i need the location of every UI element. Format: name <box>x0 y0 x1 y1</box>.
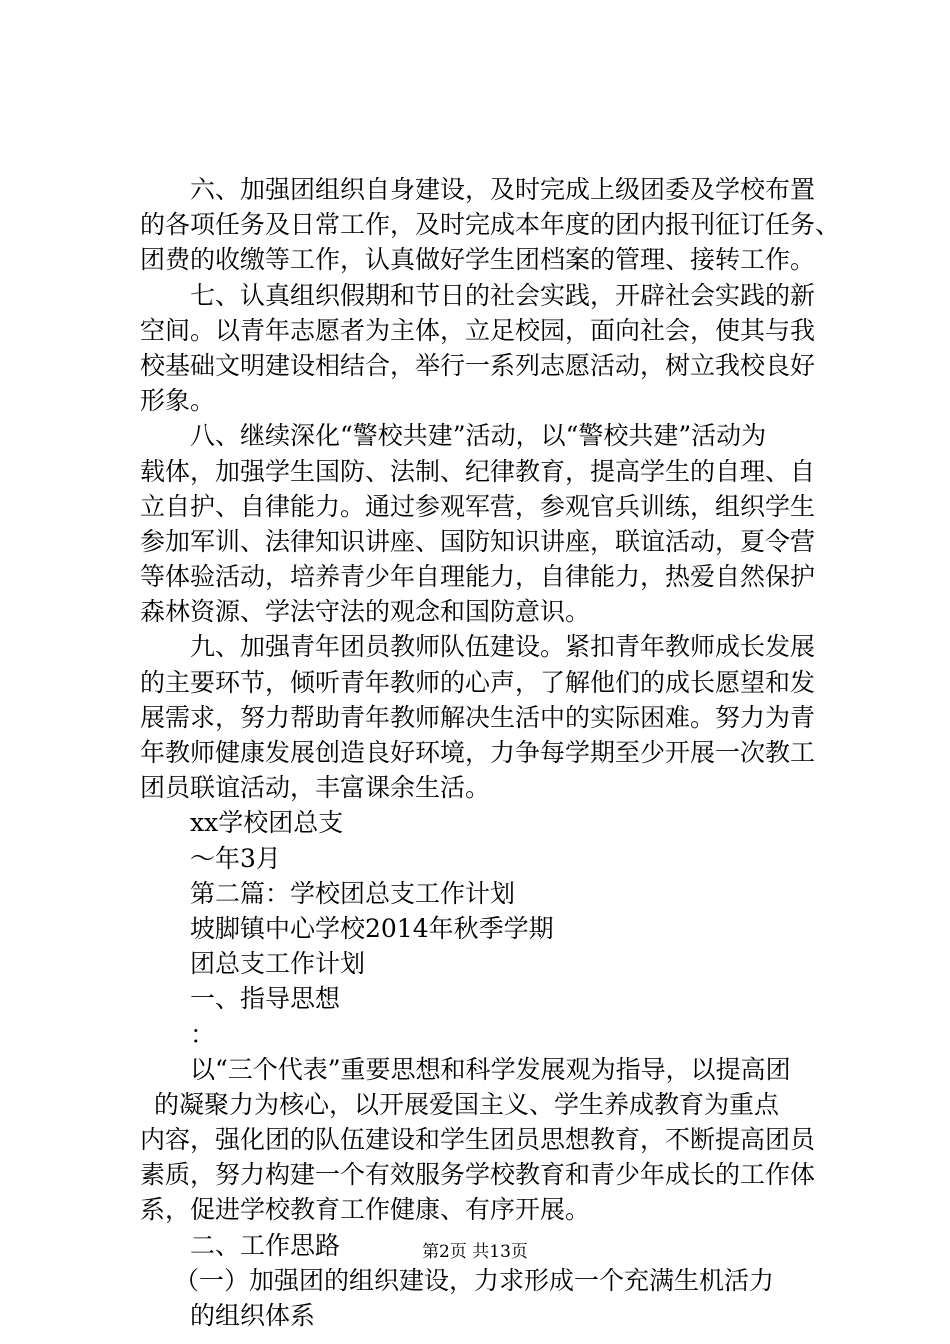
document-body <box>140 172 841 1333</box>
text-line: 等体验活动，培养青少年自理能力，自律能力，热爱自然保护 <box>140 562 816 592</box>
text-line: 内容，强化团的队伍建设和学生团员思想教育，不断提高团员 <box>140 1125 816 1155</box>
text-line: 参加军训、法律知识讲座、国防知识讲座，联谊活动，夏令营 <box>140 526 816 556</box>
text-line: 二、工作思路 <box>190 1230 341 1260</box>
text-line: 载体，加强学生国防、法制、纪律教育，提高学生的自理、自 <box>140 456 816 486</box>
text-line: 一、指导思想 <box>190 984 341 1014</box>
text-line: 年教师健康发展创造良好环境，力争每学期至少开展一次教工 <box>140 738 816 767</box>
text-line: 九、加强青年团员教师队伍建设。紧扣青年教师成长发展 <box>190 632 816 662</box>
text-line: 坡脚镇中心学校2014年秋季学期 <box>190 913 554 943</box>
text-line: 系，促进学校教育工作健康、有序开展。 <box>140 1195 591 1225</box>
text-line: （一）加强团的组织建设，力求形成一个充满生机活力 <box>174 1265 775 1295</box>
text-line: 空间。以青年志愿者为主体，立足校园，面向社会，使其与我 <box>140 315 816 345</box>
text-line: 校基础文明建设相结合，举行一系列志愿活动，树立我校良好 <box>140 350 816 380</box>
text-line: 的各项任务及日常工作，及时完成本年度的团内报刊征订任务、 <box>140 210 841 240</box>
text-line: xx学校团总支 <box>190 808 344 838</box>
text-line: 立自护、自律能力。通过参观军营，参观官兵训练，组织学生 <box>140 491 816 521</box>
text-line: 七、认真组织假期和节日的社会实践，开辟社会实践的新 <box>190 280 816 310</box>
text-line: 团费的收缴等工作，认真做好学生团档案的管理、接转工作。 <box>140 245 816 275</box>
text-line: 以“三个代表”重要思想和科学发展观为指导，以提高团 <box>190 1054 791 1084</box>
text-line: 团员联谊活动，丰富课余生活。 <box>140 773 491 803</box>
text-line: 的凝聚力为核心，以开展爱国主义、学生养成教育为重点 <box>154 1089 780 1119</box>
text-line: 八、继续深化“警校共建”活动，以“警校共建”活动为 <box>190 421 767 451</box>
text-line: 森林资源、学法守法的观念和国防意识。 <box>140 597 591 627</box>
text-line: 形象。 <box>140 386 216 416</box>
page-footer: 第2页 共13页 <box>422 1242 528 1262</box>
text-line: 的主要环节，倾听青年教师的心声，了解他们的成长愿望和发 <box>140 667 816 697</box>
text-line: 的组织体系 <box>190 1301 316 1330</box>
text-line: ： <box>190 1019 216 1049</box>
text-line: 六、加强团组织自身建设，及时完成上级团委及学校布置 <box>190 175 816 204</box>
text-line: 展需求，努力帮助青年教师解决生活中的实际困难。努力为青 <box>140 702 816 732</box>
text-line: 第二篇：学校团总支工作计划 <box>190 878 516 908</box>
text-line: ～年3月 <box>190 843 281 873</box>
text-line: 团总支工作计划 <box>190 949 366 979</box>
text-line: 素质，努力构建一个有效服务学校教育和青少年成长的工作体 <box>140 1160 816 1190</box>
